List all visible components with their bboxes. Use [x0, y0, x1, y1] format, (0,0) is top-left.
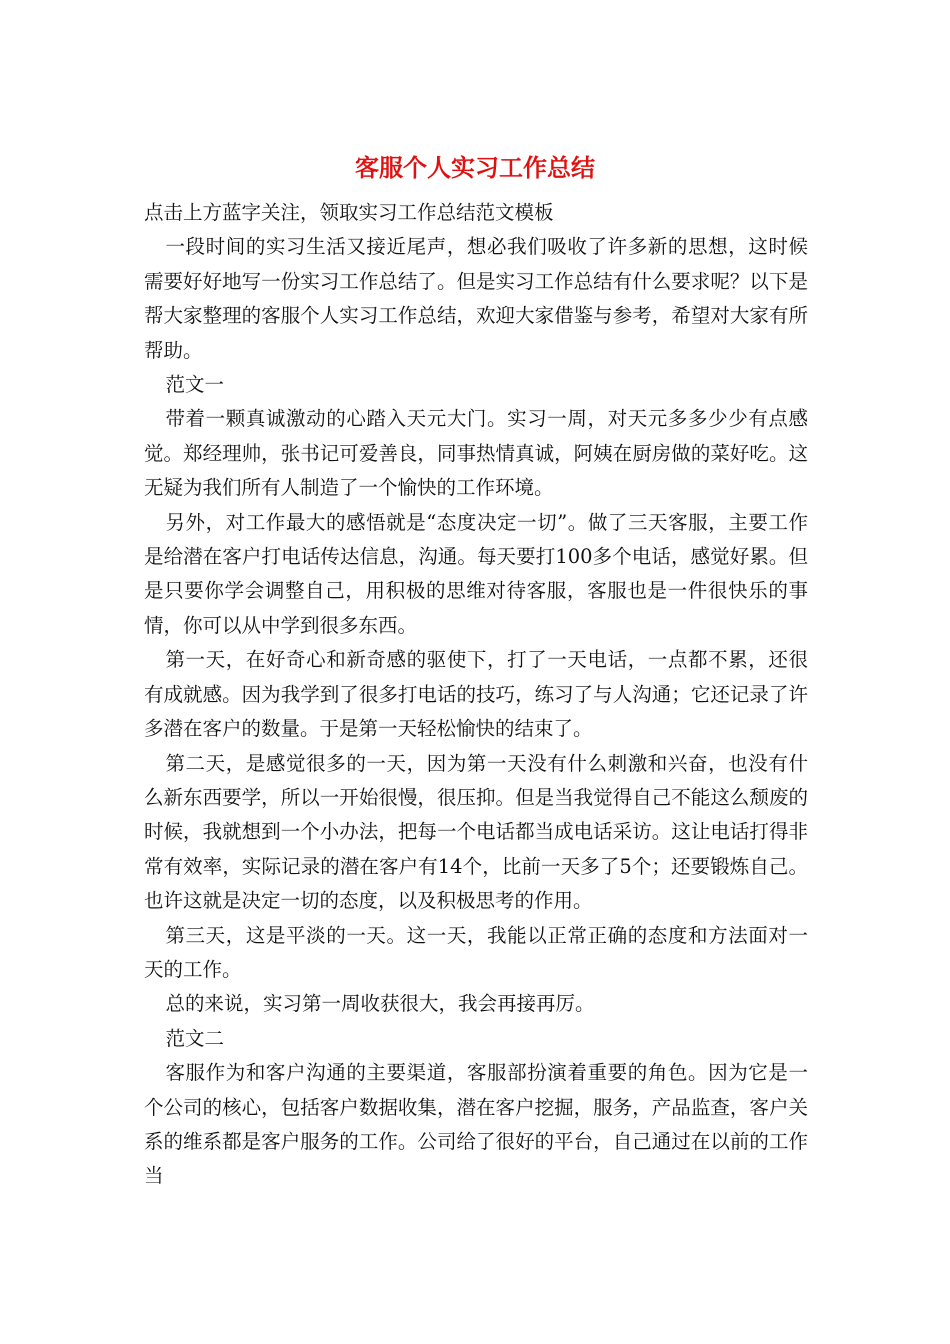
section-heading: 范文一 [165, 373, 224, 397]
paragraph: 客服作为和客户沟通的主要渠道，客服部扮演着重要的角色。因为它是一个公司的核心，包括客户数据收集，潜在客户挖掘，服务，产品监查，客户关系的维系都是客户服务的工作。公司给了很好的平台，自己通过在以前的工作当 [144, 1061, 808, 1188]
document-body [144, 196, 808, 1194]
document-title: 客服个人实习工作总结 [355, 153, 595, 182]
section-heading: 范文二 [165, 1026, 224, 1050]
paragraph: 第三天，这是平淡的一天。这一天，我能以正常正确的态度和方法面对一天的工作。 [144, 923, 808, 981]
paragraph: 带着一颗真诚激动的心踏入天元大门。实习一周，对天元多多少少有点感觉。郑经理帅，张书记可爱善良，同事热情真诚，阿姨在厨房做的菜好吃。这无疑为我们所有人制造了一个愉快的工作环境。 [144, 407, 808, 500]
paragraph: 总的来说，实习第一周收获很大，我会再接再厉。 [165, 992, 595, 1016]
paragraph: 另外，对工作最大的感悟就是“态度决定一切”。做了三天客服，主要工作是给潜在客户打电话传达信息，沟通。每天要打100多个电话，感觉好累。但是只要你学会调整自己，用积极的思维对待客服，客服也是一件很快乐的事情，你可以从中学到很多东西。 [144, 510, 808, 637]
paragraph: 一段时间的实习生活又接近尾声，想必我们吸收了许多新的思想，这时候需要好好地写一份实习工作总结了。但是实习工作总结有什么要求呢？以下是帮大家整理的客服个人实习工作总结，欢迎大家借鉴与参考，希望对大家有所帮助。 [144, 235, 808, 362]
paragraph: 第一天，在好奇心和新奇感的驱使下，打了一天电话，一点都不累，还很有成就感。因为我学到了很多打电话的技巧，练习了与人沟通；它还记录了许多潜在客户的数量。于是第一天轻松愉快的结束了。 [144, 648, 808, 741]
paragraph: 第二天，是感觉很多的一天，因为第一天没有什么刺激和兴奋，也没有什么新东西要学，所以一开始很慢，很压抑。但是当我觉得自己不能这么颓废的时候，我就想到一个小办法，把每一个电话都当成电话采访。这让电话打得非常有效率，实际记录的潜在客户有14个，比前一天多了5个；还要锻炼自己。也许这就是决定一切的态度，以及积极思考的作用。 [144, 751, 808, 913]
paragraph-intro-note: 点击上方蓝字关注，领取实习工作总结范文模板 [144, 201, 554, 224]
